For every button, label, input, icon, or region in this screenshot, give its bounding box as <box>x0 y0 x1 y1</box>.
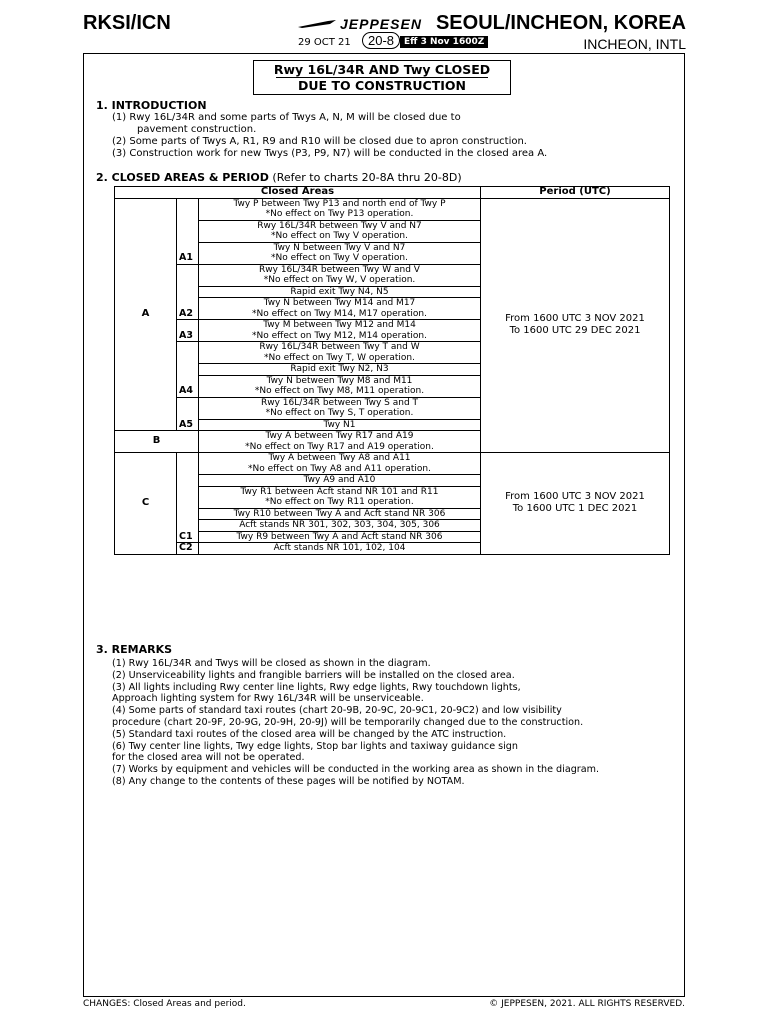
closed-area-line: Rapid exit Twy N2, N3 <box>199 364 481 376</box>
area-group: B <box>115 431 199 453</box>
intro-heading: 1. INTRODUCTION <box>96 99 207 112</box>
header-closed-areas: Closed Areas <box>115 187 481 199</box>
sub-area: A5 <box>177 397 199 431</box>
table-row <box>115 453 670 464</box>
closed-area-line: Twy M between Twy M12 and M14 <box>199 320 481 331</box>
chart-number: 20-8 <box>362 32 400 49</box>
closed-area-line: Rwy 16L/34R between Twy S and T <box>199 397 481 408</box>
chart-date: 29 OCT 21 <box>298 37 351 48</box>
table-row <box>115 198 670 209</box>
remark-line: (5) Standard taxi routes of the closed area will be changed by the ATC instruction. <box>112 728 507 740</box>
sub-area: C2 <box>177 543 199 555</box>
closed-area-line: *No effect on Twy V operation. <box>199 231 481 242</box>
closed-area-line: *No effect on Twy M14, M17 operation. <box>199 309 481 320</box>
title-line-1: Rwy 16L/34R AND Twy CLOSED <box>273 62 491 77</box>
remark-line: for the closed area will not be operated. <box>112 752 305 764</box>
closed-heading-note: (Refer to charts 20-8A thru 20-8D) <box>272 171 462 184</box>
closed-area-line: Twy R10 between Twy A and Acft stand NR 306 <box>199 508 481 520</box>
publisher-name: JEPPESEN <box>340 16 422 32</box>
closed-area-line: Twy N between Twy V and N7 <box>199 242 481 253</box>
closed-area-line: *No effect on Twy V operation. <box>199 253 481 264</box>
remark-line: (2) Unserviceability lights and frangible barriers will be installed on the closed area. <box>112 669 515 681</box>
closed-area-line: *No effect on Twy W, V operation. <box>199 275 481 286</box>
closed-area-line: *No effect on Twy T, W operation. <box>199 353 481 364</box>
sub-area: A1 <box>177 198 199 264</box>
location: SEOUL/INCHEON, KOREA <box>435 12 686 34</box>
closed-area-line: Twy R1 between Acft stand NR 101 and R11 <box>199 486 481 497</box>
airport-name: INCHEON, INTL <box>583 36 686 52</box>
intro-line: (2) Some parts of Twys A, R1, R9 and R10 will be closed due to apron construction. <box>112 136 527 147</box>
remark-line: (4) Some parts of standard taxi routes (chart 20-9B, 20-9C, 20-9C1, 20-9C2) and low visibility <box>112 705 562 717</box>
period-from: From 1600 UTC 3 NOV 2021 <box>505 312 645 324</box>
closed-area-line: Twy A between Twy A8 and A11 <box>199 453 481 464</box>
closed-area-line: Rwy 16L/34R between Twy V and N7 <box>199 220 481 231</box>
sub-area: A4 <box>177 342 199 398</box>
remark-line: (3) All lights including Rwy center line lights, Rwy edge lights, Rwy touchdown lights, <box>112 681 521 693</box>
effective-badge: Eff 3 Nov 1600Z <box>400 36 488 48</box>
closed-area-line: *No effect on Twy M8, M11 operation. <box>199 386 481 397</box>
airport-code: RKSI/ICN <box>83 12 171 34</box>
closed-area-line: Rapid exit Twy N4, N5 <box>199 286 481 298</box>
remarks-text <box>112 658 599 788</box>
header-period: Period (UTC) <box>481 187 670 199</box>
period-from: From 1600 UTC 3 NOV 2021 <box>505 490 645 502</box>
remark-line: (6) Twy center line lights, Twy edge lights, Stop bar lights and taxiway guidance sign <box>112 740 518 752</box>
copyright: © JEPPESEN, 2021. ALL RIGHTS RESERVED. <box>489 999 685 1009</box>
intro-line: (3) Construction work for new Twys (P3, P9, N7) will be conducted in the closed area A. <box>112 148 548 159</box>
remark-line: (1) Rwy 16L/34R and Twys will be closed as shown in the diagram. <box>112 658 431 669</box>
period-cell <box>481 453 670 555</box>
publisher-logo <box>298 16 422 32</box>
closed-area-line: *No effect on Twy P13 operation. <box>199 209 481 220</box>
closed-area-line: Acft stands NR 301, 302, 303, 304, 305, 306 <box>199 520 481 532</box>
notice-title <box>253 60 511 95</box>
remark-line: (8) Any change to the contents of these pages will be notified by NOTAM. <box>112 775 465 787</box>
closed-area-line: Rwy 16L/34R between Twy T and W <box>199 342 481 353</box>
closed-area-line: Twy N between Twy M8 and M11 <box>199 375 481 386</box>
sub-area: A3 <box>177 320 199 342</box>
remark-line: (7) Works by equipment and vehicles will be conducted in the working area as shown in the diagram. <box>112 764 600 776</box>
remark-line: Approach lighting system for Rwy 16L/34R will be unserviceable. <box>112 693 424 705</box>
changes-note: CHANGES: Closed Areas and period. <box>83 999 246 1009</box>
closed-area-line: *No effect on Twy A8 and A11 operation. <box>199 464 481 475</box>
intro-text <box>112 112 547 160</box>
remark-line: procedure (chart 20-9F, 20-9G, 20-9H, 20-9J) will be temporarily changed due to the construction. <box>112 716 584 728</box>
closed-heading <box>96 171 462 184</box>
closed-area-line: Twy A9 and A10 <box>199 475 481 487</box>
title-line-2: DUE TO CONSTRUCTION <box>276 77 488 93</box>
remarks-heading: 3. REMARKS <box>96 643 173 656</box>
closed-area-line: Acft stands NR 101, 102, 104 <box>199 543 481 555</box>
sub-area: C1 <box>177 453 199 543</box>
period-to: To 1600 UTC 1 DEC 2021 <box>512 503 638 515</box>
closed-area-line: *No effect on Twy M12, M14 operation. <box>199 331 481 342</box>
sub-area: A2 <box>177 264 199 320</box>
closed-areas-table <box>114 186 670 555</box>
closed-area-line: Twy P between Twy P13 and north end of Twy P <box>199 198 481 209</box>
intro-line: (1) Rwy 16L/34R and some parts of Twys A, N, M will be closed due to <box>112 112 461 123</box>
closed-area-line: *No effect on Twy R17 and A19 operation. <box>199 442 481 453</box>
closed-area-line: Twy R9 between Twy A and Acft stand NR 306 <box>199 531 481 543</box>
closed-area-line: Twy N between Twy M14 and M17 <box>199 298 481 309</box>
closed-area-line: Rwy 16L/34R between Twy W and V <box>199 264 481 275</box>
jeppesen-wing-icon <box>298 19 336 29</box>
area-group: A <box>115 198 177 431</box>
period-cell <box>481 198 670 453</box>
closed-area-line: Twy A between Twy R17 and A19 <box>199 431 481 442</box>
closed-area-line: *No effect on Twy S, T operation. <box>199 408 481 419</box>
intro-line: pavement construction. <box>137 124 257 135</box>
area-group: C <box>115 453 177 555</box>
closed-heading-title: 2. CLOSED AREAS & PERIOD <box>96 171 269 184</box>
table-header-row <box>115 187 670 199</box>
closed-area-line: Twy N1 <box>199 419 481 431</box>
period-to: To 1600 UTC 29 DEC 2021 <box>509 325 641 337</box>
closed-area-line: *No effect on Twy R11 operation. <box>199 497 481 508</box>
